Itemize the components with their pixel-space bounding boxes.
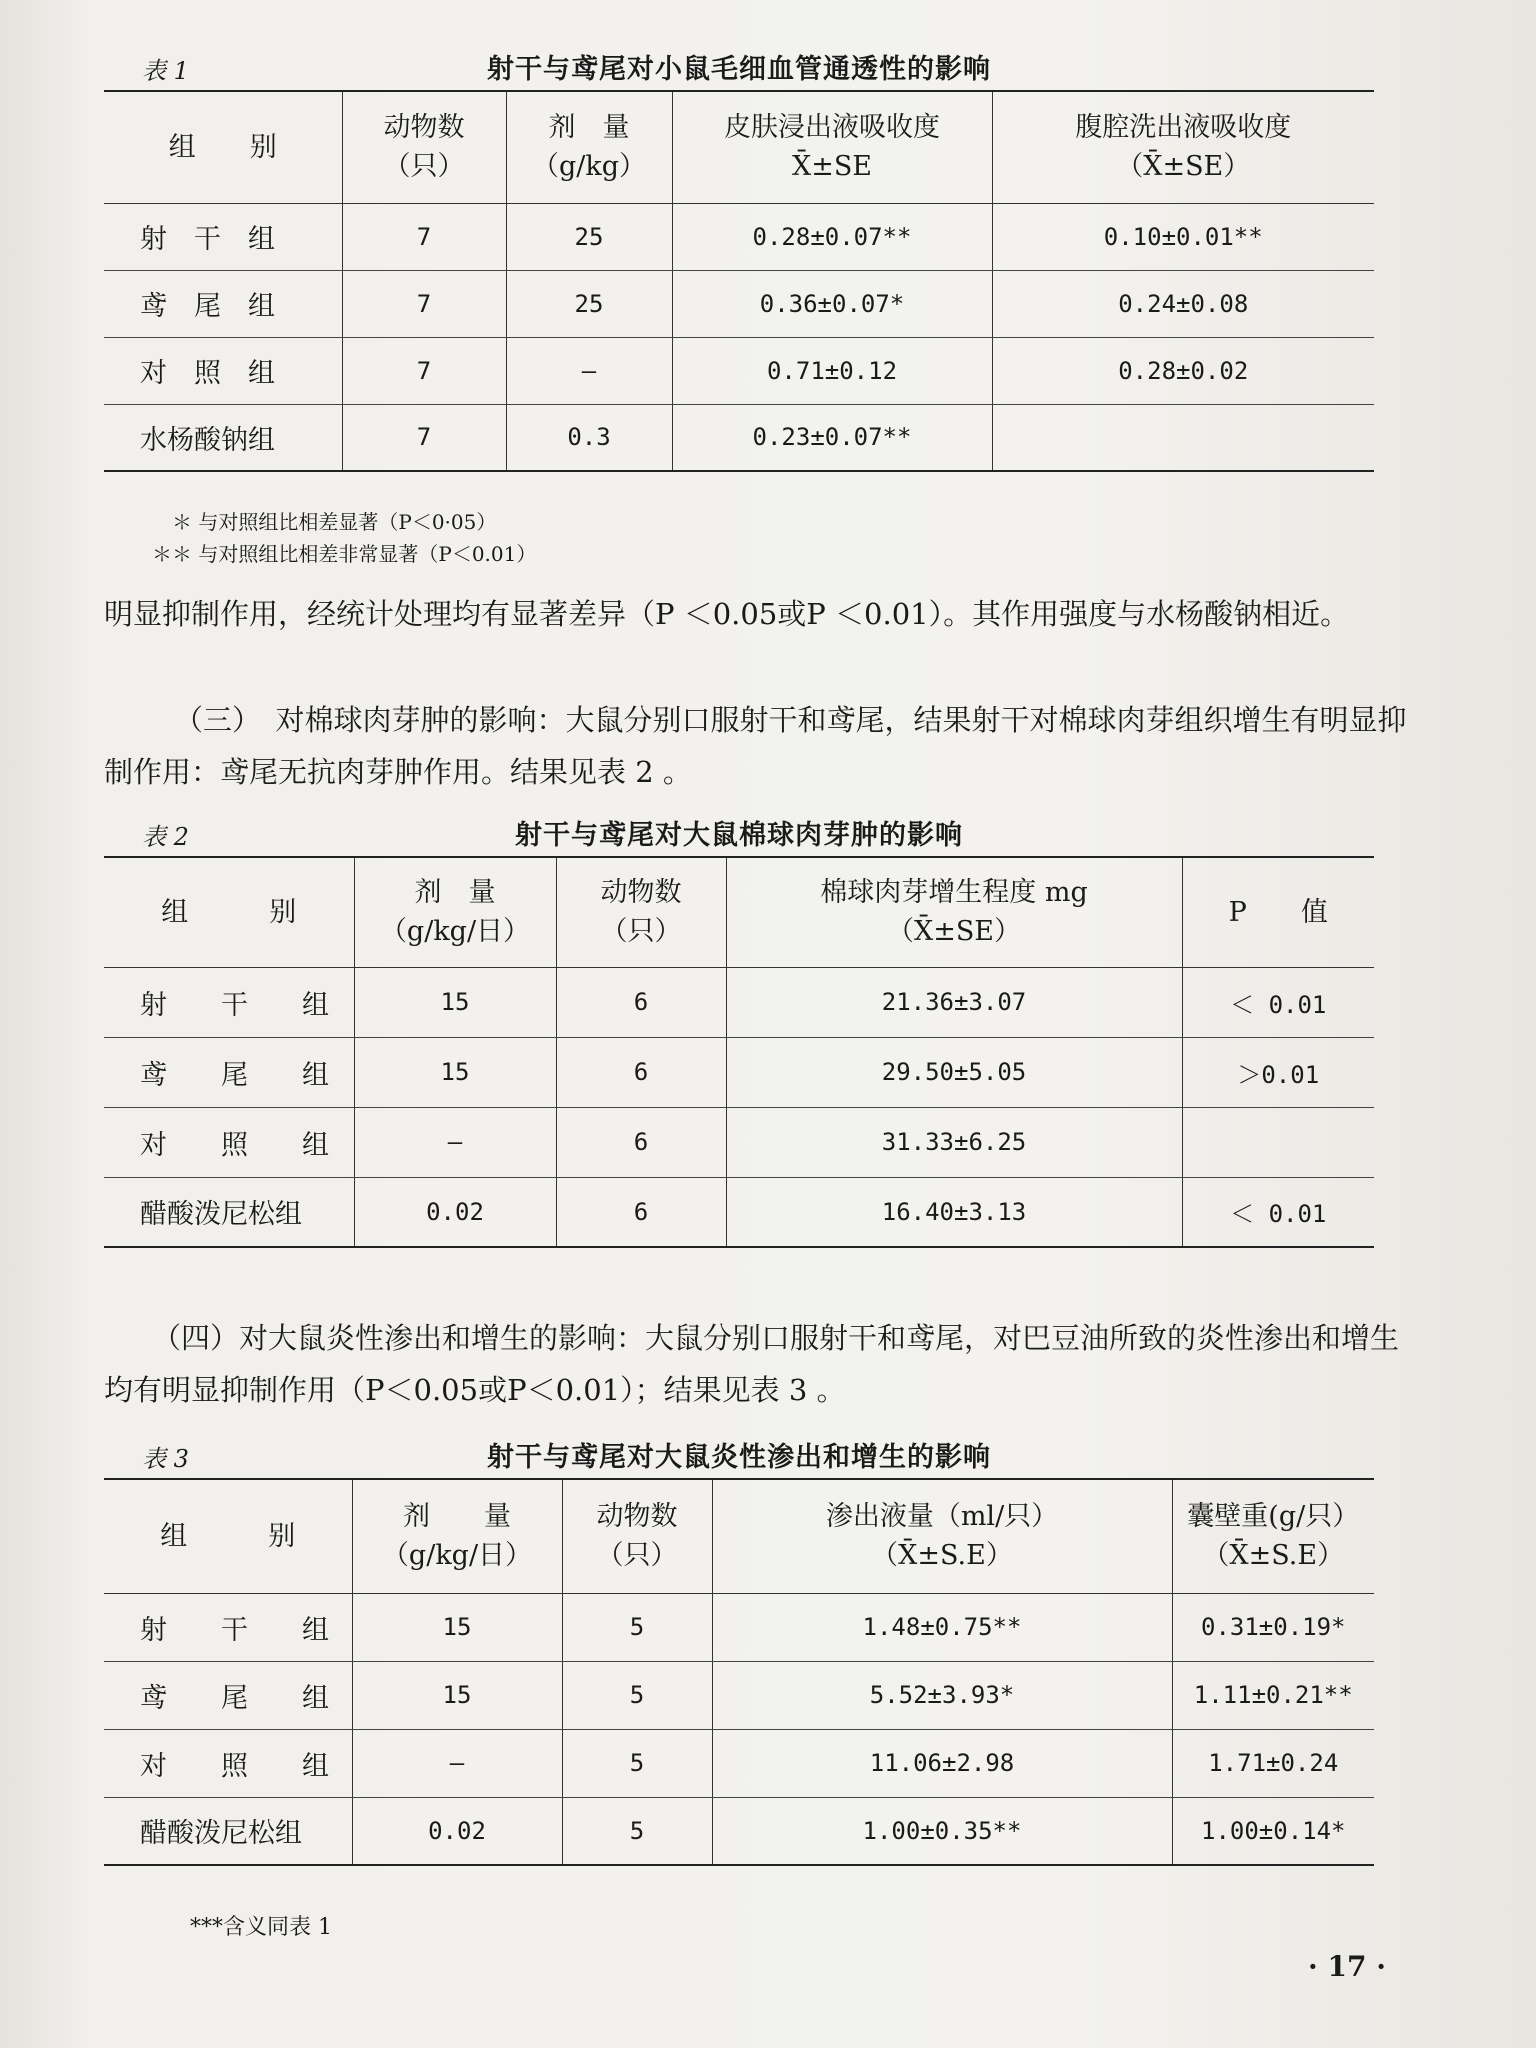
table-1-header xyxy=(104,44,1374,90)
table-row xyxy=(104,404,1374,471)
cell-animals: 7 xyxy=(342,337,506,404)
col-header-peritoneal: 腹腔洗出液吸收度 （X̄±SE） xyxy=(992,91,1374,203)
cell-animals: 7 xyxy=(342,404,506,471)
table-row xyxy=(104,1593,1374,1661)
cell-skin: 0.28±0.07** xyxy=(672,203,992,270)
table-row xyxy=(104,1037,1374,1107)
cell-group: 对 照 组 xyxy=(104,1729,352,1797)
table-2-block xyxy=(104,810,1374,1248)
table-row xyxy=(104,1177,1374,1247)
table-row xyxy=(104,203,1374,270)
table-2 xyxy=(104,856,1374,1248)
cell-dose: 0.02 xyxy=(354,1177,556,1247)
cell-group: 鸢 尾 组 xyxy=(104,1037,354,1107)
cell-exudate: 11.06±2.98 xyxy=(712,1729,1172,1797)
col-header-group: 组 别 xyxy=(104,1479,352,1593)
table-1-number: 表 1 xyxy=(142,57,189,85)
col-header-animals: 动物数 （只） xyxy=(342,91,506,203)
cell-group: 射 干 组 xyxy=(104,203,342,270)
table-3-note: ***含义同表 1 xyxy=(190,1915,332,1940)
col-header-animals: 动物数 （只） xyxy=(562,1479,712,1593)
col-header-dose: 剂 量 （g/kg/日） xyxy=(352,1479,562,1593)
cell-dose: 25 xyxy=(506,203,672,270)
cell-wall-weight: 0.31±0.19* xyxy=(1172,1593,1374,1661)
cell-group: 射 干 组 xyxy=(104,967,354,1037)
cell-granuloma: 16.40±3.13 xyxy=(726,1177,1182,1247)
cell-dose: — xyxy=(506,337,672,404)
cell-animals: 5 xyxy=(562,1593,712,1661)
cell-animals: 7 xyxy=(342,270,506,337)
col-header-skin: 皮肤浸出液吸收度 X̄±SE xyxy=(672,91,992,203)
cell-skin: 0.36±0.07* xyxy=(672,270,992,337)
cell-exudate: 5.52±3.93* xyxy=(712,1661,1172,1729)
cell-animals: 6 xyxy=(556,1177,726,1247)
paragraph-1: 明显抑制作用，经统计处理均有显著差异（P ＜0.05或P ＜0.01）。其作用强度与水杨酸钠相近。 xyxy=(104,597,1350,631)
col-header-group: 组 别 xyxy=(104,91,342,203)
table-2-number: 表 2 xyxy=(142,823,189,851)
cell-dose: — xyxy=(352,1729,562,1797)
cell-wall-weight: 1.11±0.21** xyxy=(1172,1661,1374,1729)
cell-group: 鸢 尾 组 xyxy=(104,1661,352,1729)
table-3-block xyxy=(104,1432,1374,1866)
cell-group: 鸢 尾 组 xyxy=(104,270,342,337)
cell-animals: 5 xyxy=(562,1661,712,1729)
cell-animals: 7 xyxy=(342,203,506,270)
cell-wall-weight: 1.00±0.14* xyxy=(1172,1797,1374,1865)
col-header-animals: 动物数 （只） xyxy=(556,857,726,967)
cell-wall-weight: 1.71±0.24 xyxy=(1172,1729,1374,1797)
cell-dose: 25 xyxy=(506,270,672,337)
cell-group: 醋酸泼尼松组 xyxy=(140,1818,302,1850)
cell-group: 对 照 组 xyxy=(104,1107,354,1177)
cell-peritoneal: 0.24±0.08 xyxy=(992,270,1374,337)
col-header-group: 组 别 xyxy=(104,857,354,967)
paragraph-3: （四）对大鼠炎性渗出和增生的影响：大鼠分别口服射干和鸢尾，对巴豆油所致的炎性渗出和增生均有明显抑制作用（P＜0.05或P＜0.01）；结果见表 3 。 xyxy=(104,1321,1400,1407)
table-3-title: 射干与鸢尾对大鼠炎性渗出和增生的影响 xyxy=(487,1442,991,1473)
cell-p-value: ＜ 0.01 xyxy=(1182,1177,1374,1247)
cell-animals: 6 xyxy=(556,967,726,1037)
paragraph-2: （三） 对棉球肉芽肿的影响：大鼠分别口服射干和鸢尾，结果射干对棉球肉芽组织增生有明显抑制作用：鸢尾无抗肉芽肿作用。结果见表 2 。 xyxy=(104,703,1407,789)
cell-granuloma: 21.36±3.07 xyxy=(726,967,1182,1037)
cell-group: 对 照 组 xyxy=(104,337,342,404)
table-1-title: 射干与鸢尾对小鼠毛细血管通透性的影响 xyxy=(487,54,991,85)
cell-granuloma: 31.33±6.25 xyxy=(726,1107,1182,1177)
col-header-dose: 剂 量 （g/kg） xyxy=(506,91,672,203)
col-header-wall-weight: 囊壁重(g/只） （X̄±S.E） xyxy=(1172,1479,1374,1593)
table-3-header xyxy=(104,1432,1374,1478)
table-2-title: 射干与鸢尾对大鼠棉球肉芽肿的影响 xyxy=(515,820,963,851)
cell-dose: 15 xyxy=(352,1661,562,1729)
cell-dose: 15 xyxy=(354,967,556,1037)
cell-animals: 5 xyxy=(562,1797,712,1865)
table-row xyxy=(104,1107,1374,1177)
table-row xyxy=(104,967,1374,1037)
cell-p-value: ＞0.01 xyxy=(1182,1037,1374,1107)
table-row xyxy=(104,1729,1374,1797)
cell-group: 醋酸泼尼松组 xyxy=(140,1199,302,1231)
cell-dose: 15 xyxy=(354,1037,556,1107)
cell-peritoneal: 0.28±0.02 xyxy=(992,337,1374,404)
cell-dose: — xyxy=(354,1107,556,1177)
cell-skin: 0.71±0.12 xyxy=(672,337,992,404)
cell-peritoneal: 0.10±0.01** xyxy=(992,203,1374,270)
cell-p-value xyxy=(1182,1107,1374,1177)
table-row xyxy=(104,270,1374,337)
table-3-number: 表 3 xyxy=(142,1445,189,1473)
cell-group: 水杨酸钠组 xyxy=(140,424,275,456)
table-1 xyxy=(104,90,1374,472)
table-1-note-1: ＊ 与对照组比相差显著（P＜0·05） xyxy=(172,510,497,534)
table-row xyxy=(104,1797,1374,1865)
col-header-p-value: P 值 xyxy=(1182,857,1374,967)
col-header-granuloma: 棉球肉芽增生程度 mg （X̄±SE） xyxy=(726,857,1182,967)
table-row xyxy=(104,1661,1374,1729)
cell-p-value: ＜ 0.01 xyxy=(1182,967,1374,1037)
cell-dose: 0.02 xyxy=(352,1797,562,1865)
cell-dose: 0.3 xyxy=(506,404,672,471)
page-number: · 17 · xyxy=(1308,1950,1386,1983)
cell-granuloma: 29.50±5.05 xyxy=(726,1037,1182,1107)
cell-peritoneal xyxy=(992,404,1374,471)
cell-animals: 5 xyxy=(562,1729,712,1797)
cell-group: 射 干 组 xyxy=(104,1593,352,1661)
table-3 xyxy=(104,1478,1374,1866)
table-row xyxy=(104,337,1374,404)
table-1-block xyxy=(104,44,1374,472)
table-2-header xyxy=(104,810,1374,856)
cell-animals: 6 xyxy=(556,1037,726,1107)
cell-exudate: 1.48±0.75** xyxy=(712,1593,1172,1661)
cell-dose: 15 xyxy=(352,1593,562,1661)
cell-exudate: 1.00±0.35** xyxy=(712,1797,1172,1865)
cell-animals: 6 xyxy=(556,1107,726,1177)
table-1-note-2: ＊＊ 与对照组比相差非常显著（P＜0.01） xyxy=(152,542,537,566)
col-header-dose: 剂 量 （g/kg/日） xyxy=(354,857,556,967)
col-header-exudate: 渗出液量（ml/只） （X̄±S.E） xyxy=(712,1479,1172,1593)
cell-skin: 0.23±0.07** xyxy=(672,404,992,471)
